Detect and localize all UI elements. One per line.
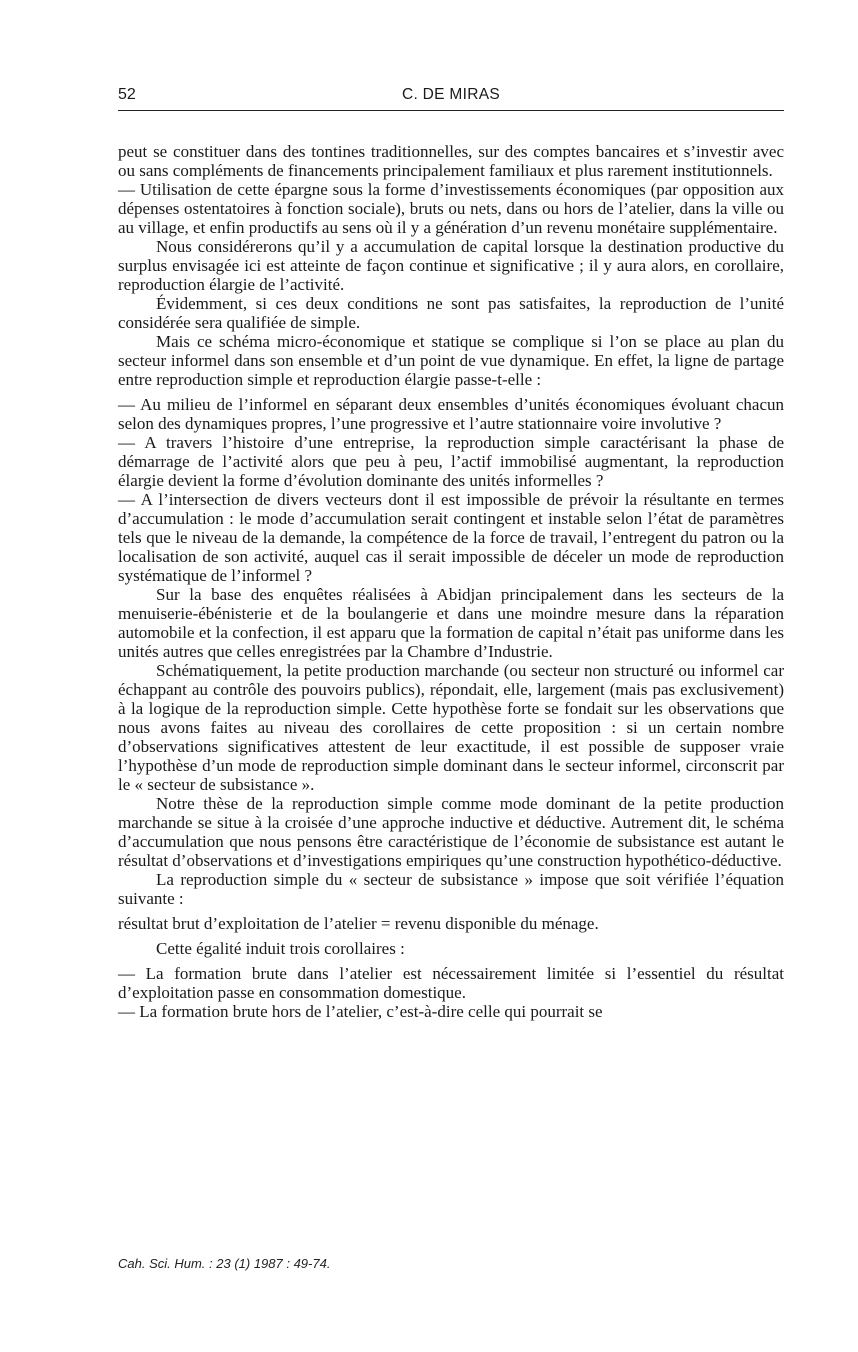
list-item: — La formation brute hors de l’atelier, c’est-à-dire celle qui pourrait se — [118, 1002, 603, 1021]
paragraph: Cette égalité induit trois corollaires : — [156, 939, 405, 958]
paragraph: Nous considérerons qu’il y a accumulation de capital lorsque la destination productive du surplus envisagée ici est atteinte de façon continue et significative ; il y aura alors, en corollaire, reproduction élargie de l’activité. — [118, 237, 784, 294]
paragraph: peut se constituer dans des tontines traditionnelles, sur des comptes bancaires et s’investir avec ou sans compléments de financements principalement familiaux et plus rarement institutionnels. — [118, 142, 784, 180]
page-header — [118, 86, 784, 110]
list-item: — La formation brute dans l’atelier est nécessairement limitée si l’essentiel du résultat d’exploitation passe en consommation domestique. — [118, 964, 784, 1002]
running-head: C. DE MIRAS — [401, 86, 501, 103]
paragraph: Mais ce schéma micro-économique et statique se complique si l’on se place au plan du secteur informel dans son ensemble et d’un point de vue dynamique. En effet, la ligne de partage entre reproduction simple et reproduction élargie passe-t-elle : — [118, 332, 784, 389]
paragraph: La reproduction simple du « secteur de subsistance » impose que soit vérifiée l’équation suivante : — [118, 870, 784, 908]
paragraph: Schématiquement, la petite production marchande (ou secteur non structuré ou informel car échappant au contrôle des pouvoirs publics), répondait, elle, largement (mais pas exclusivement) à la logique de la reproduction simple. Cette hypothèse forte se fondait sur les observations que nous avons faites au niveau des corollaires de cette proposition : si un certain nombre d’observations significatives attestent de leur exactitude, il est possible de supposer vraie l’hypothèse d’un mode de reproduction simple dominant dans le secteur informel, circonscrit par le « secteur de subsistance ». — [118, 661, 784, 794]
header-rule — [118, 110, 784, 111]
list-item: — Au milieu de l’informel en séparant deux ensembles d’unités économiques évoluant chacun selon des dynamiques propres, l’une progressive et l’autre stationnaire voire involutive ? — [118, 395, 784, 433]
paragraph: — Utilisation de cette épargne sous la forme d’investissements économiques (par opposition aux dépenses ostentatoires à fonction sociale), bruts ou nets, dans ou hors de l’atelier, dans la ville ou au village, et enfin productifs au sens où il y a génération d’un revenu monétaire supplémentaire. — [118, 180, 784, 237]
paragraph: Sur la base des enquêtes réalisées à Abidjan principalement dans les secteurs de la menuiserie-ébénisterie et de la boulangerie et dans une moindre mesure dans la réparation automobile et la confection, il est apparu que la formation de capital n’était pas uniforme dans les unités autres que celles enregistrées par la Chambre d’Industrie. — [118, 585, 784, 661]
body-text — [118, 142, 784, 1021]
page-number: 52 — [118, 86, 136, 103]
list-item: — A travers l’histoire d’une entreprise, la reproduction simple caractérisant la phase de démarrage de l’activité alors que peu à peu, l’actif immobilisé augmentant, la reproduction élargie devient la forme d’évolution dominante des unités informelles ? — [118, 433, 784, 490]
equation-line: résultat brut d’exploitation de l’atelier = revenu disponible du ménage. — [118, 914, 599, 933]
footer-citation: Cah. Sci. Hum. : 23 (1) 1987 : 49-74. — [118, 1256, 331, 1271]
list-item: — A l’intersection de divers vecteurs dont il est impossible de prévoir la résultante en termes d’accumulation : le mode d’accumulation serait contingent et instable selon l’état de paramètres tels que le niveau de la demande, la compétence de la force de travail, l’entregent du patron ou la localisation de son activité, auquel cas il serait impossible de déceler un mode de reproduction systématique de l’informel ? — [118, 490, 784, 585]
paragraph: Évidemment, si ces deux conditions ne sont pas satisfaites, la reproduction de l’unité considérée sera qualifiée de simple. — [118, 294, 784, 332]
paragraph: Notre thèse de la reproduction simple comme mode dominant de la petite production marchande se situe à la croisée d’une approche inductive et déductive. Autrement dit, le schéma d’accumulation que nous pensons être caractéristique de l’économie de subsistance est autant le résultat d’observations et d’investigations empiriques qu’une construction hypothético-déductive. — [118, 794, 784, 870]
